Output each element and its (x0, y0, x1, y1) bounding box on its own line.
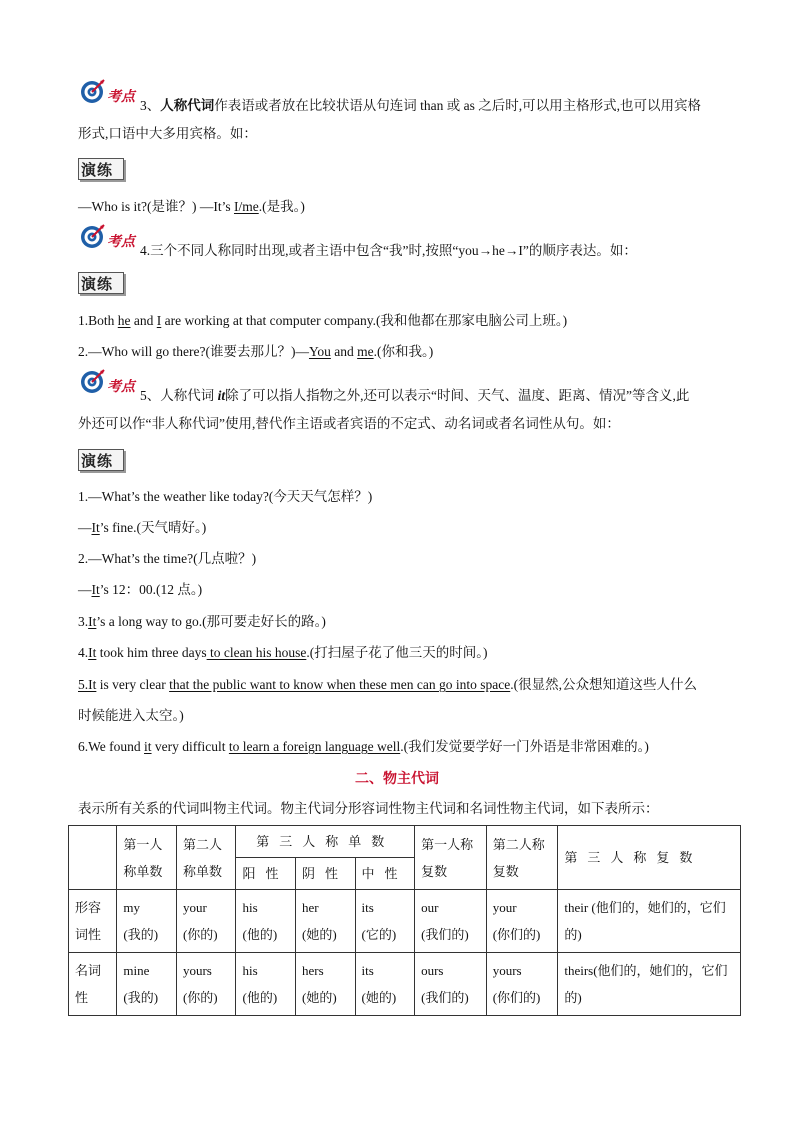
yanlian-label: 演练 (81, 161, 114, 179)
target-icon (80, 223, 106, 249)
table-subheader: 阳性 (236, 858, 296, 890)
section-title: 二、物主代词 (355, 771, 439, 787)
possessive-pronoun-table (68, 825, 741, 1016)
row-label: 名词 性 (69, 953, 117, 1016)
point3-line2: 形式,口语中大多用宾格。如： (78, 126, 257, 141)
table-header: 第二人 称单数 (176, 826, 236, 890)
example-line: —It’s 12：00.(12 点。) (78, 582, 203, 597)
row-label: 形容 词性 (69, 890, 117, 953)
table-header: 第三人称单数 (236, 826, 415, 858)
kaodian-badge (80, 368, 142, 398)
example-line: 1.Both he and I are working at that computer company.(我和他都在那家电脑公司上班。) (78, 313, 568, 328)
kaodian-label: 考点 (107, 88, 135, 104)
example-line: —Who is it?(是谁？) —It’s I/me.(是我。) (78, 199, 305, 214)
target-icon (80, 368, 106, 394)
example-line: 5.It is very clear that the public want to know when these men can go into space.(很显然,公众想知道这些人什么 (78, 677, 698, 692)
example-line: 2.—Who will go there?(谁要去那儿？)—You and me.(你和我。) (78, 344, 434, 359)
table-row: 形容 词性 my (我的) your (你的) his (他的) her (她的) its (它的) our (我们的) your (你们的) their (他们的，她们的，它们的) (69, 890, 741, 953)
table-corner (69, 826, 117, 890)
kaodian-badge (80, 223, 142, 253)
table-header: 第一人称 复数 (415, 826, 487, 890)
table-header: 第一人 称单数 (117, 826, 177, 890)
example-line: 2.—What’s the time?(几点啦？) (78, 551, 257, 566)
point5-line1: 5、人称代词 it除了可以指人指物之外,还可以表示“时间、天气、温度、距离、情况”等含义,此 (140, 388, 690, 403)
example-line: 时候能进入太空。) (78, 708, 184, 723)
kaodian-badge (80, 78, 142, 108)
target-icon (80, 78, 106, 104)
yanlian-badge (78, 272, 126, 294)
table-header: 第三人称复数 (558, 826, 741, 890)
table-row: 名词 性 mine (我的) yours (你的) his (他的) hers (她的) its (她的) ours (我们的) yours (你们的) theirs(他们的，她们的，它们的) (69, 953, 741, 1016)
yanlian-badge (78, 158, 126, 180)
point-text: 作表语或者放在比较状语从句连词 than 或 as 之后时,可以用主格形式,也可以用宾格 (214, 98, 701, 113)
table-subheader: 阴性 (296, 858, 356, 890)
table-header: 第二人称 复数 (486, 826, 558, 890)
example-line: —It’s fine.(天气晴好。) (78, 520, 207, 535)
kaodian-label: 考点 (107, 233, 135, 249)
keyword: it (217, 388, 226, 403)
kaodian-label: 考点 (107, 378, 135, 394)
yanlian-label: 演练 (81, 452, 114, 470)
keyword: 人称代词 (160, 98, 215, 113)
point3-line1 (140, 96, 701, 116)
example-line: 1.—What’s the weather like today?(今天天气怎样？) (78, 489, 373, 504)
example-line: 6.We found it very difficult to learn a foreign language well.(我们发觉要学好一门外语是非常困难的。) (78, 739, 649, 754)
yanlian-label: 演练 (81, 275, 114, 293)
yanlian-badge (78, 449, 126, 471)
point5-line2: 外还可以作“非人称代词”使用,替代作主语或者宾语的不定式、动名词或者名词性从句。如： (78, 416, 620, 431)
example-line: 4.It took him three days to clean his house.(打扫屋子花了他三天的时间。) (78, 645, 488, 660)
example-line: 3.It’s a long way to go.(那可要走好长的路。) (78, 614, 326, 629)
underlined-answer: I/me (233, 199, 259, 214)
point4-line: 4.三个不同人称同时出现,或者主语中包含“我”时,按照“you→he→I”的顺序表达。如： (140, 243, 637, 258)
table-subheader: 中性 (355, 858, 415, 890)
point-number: 3、 (140, 98, 161, 113)
section-intro: 表示所有关系的代词叫物主代词。物主代词分形容词性物主代词和名词性物主代词，如下表所示： (78, 801, 659, 816)
